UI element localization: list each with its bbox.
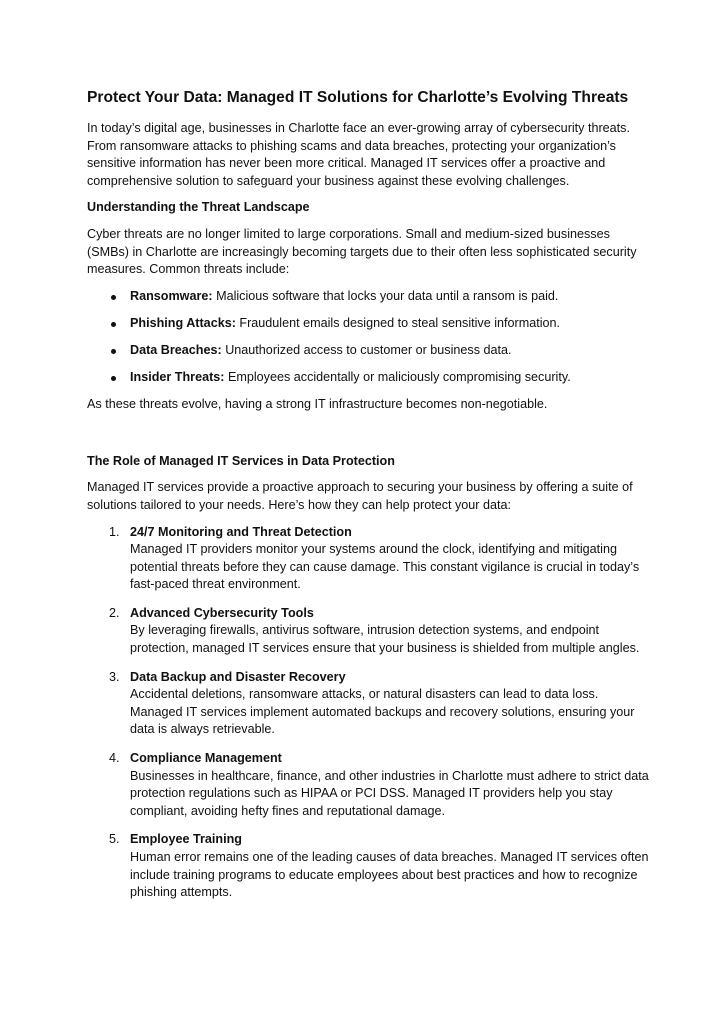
item-number: 3.: [109, 669, 120, 684]
list-item: [87, 831, 650, 901]
item-text: Accidental deletions, ransomware attacks, or natural disasters can lead to data loss. Managed IT services implement automated backups and recovery solutions, ensuring your data is always retrievable.: [130, 687, 635, 737]
item-number: 4.: [109, 751, 120, 766]
list-item: [87, 342, 650, 360]
item-title: Advanced Cybersecurity Tools: [130, 605, 314, 620]
bullet-icon: [111, 349, 116, 354]
list-item: [87, 605, 650, 658]
threat-term: Ransomware:: [130, 288, 213, 303]
bullet-icon: [111, 376, 116, 381]
threat-landscape-paragraph: Cyber threats are no longer limited to large corporations. Small and medium-sized businesses (SMBs) in Charlotte are increasingly becoming targets due to their often less sophisticated security measures. Common threats include:: [87, 226, 637, 277]
intro-paragraph: In today’s digital age, businesses in Charlotte face an ever-growing array of cybersecurity threats. From ransomware attacks to phishing scams and data breaches, protecting your organization’s sensitive information has never been more critical. Managed IT services offer a proactive and comprehensive solution to safeguard your business against these evolving challenges.: [87, 121, 630, 188]
item-title: Employee Training: [130, 832, 242, 847]
item-number: 2.: [109, 605, 120, 620]
page-title: Protect Your Data: Managed IT Solutions for Charlotte’s Evolving Threats: [87, 89, 629, 106]
threat-term: Phishing Attacks:: [130, 315, 236, 330]
threat-desc: Unauthorized access to customer or business data.: [221, 342, 512, 357]
bullet-icon: [111, 295, 116, 300]
threat-desc: Employees accidentally or maliciously compromising security.: [224, 370, 571, 385]
item-number: 5.: [109, 832, 120, 847]
managed-it-paragraph: Managed IT services provide a proactive approach to securing your business by offering a suite of solutions tailored to your needs. Here’s how they can help protect your data:: [87, 480, 633, 512]
list-item: [87, 315, 650, 333]
threat-closing-paragraph: As these threats evolve, having a strong IT infrastructure becomes non-negotiable.: [87, 397, 548, 412]
bullet-icon: [111, 322, 116, 327]
item-title: Data Backup and Disaster Recovery: [130, 669, 346, 684]
list-item: [87, 669, 650, 739]
section-heading-threat-landscape: Understanding the Threat Landscape: [87, 200, 310, 215]
threat-desc: Fraudulent emails designed to steal sensitive information.: [235, 315, 561, 330]
list-item: [87, 524, 650, 594]
threat-term: Data Breaches:: [130, 342, 222, 357]
services-list: [87, 524, 650, 902]
item-text: By leveraging firewalls, antivirus software, intrusion detection systems, and endpoint protection, managed IT services ensure that your business is shielded from multiple angles.: [130, 623, 640, 656]
list-item: [87, 369, 650, 387]
threat-list: [87, 288, 650, 387]
list-item: [87, 750, 650, 820]
section-heading-managed-it-role: The Role of Managed IT Services in Data Protection: [87, 453, 395, 468]
list-item: [87, 288, 650, 306]
threat-desc: Malicious software that locks your data until a ransom is paid.: [212, 288, 559, 303]
item-text: Businesses in healthcare, finance, and other industries in Charlotte must adhere to strict data protection regulations such as HIPAA or PCI DSS. Managed IT providers help you stay compliant, avoiding hefty fines and reputational damage.: [130, 768, 649, 818]
item-text: Managed IT providers monitor your systems around the clock, identifying and mitigating potential threats before they can cause damage. This constant vigilance is crucial in today’s fast-paced threat environment.: [130, 542, 640, 592]
item-title: 24/7 Monitoring and Threat Detection: [130, 524, 352, 539]
threat-term: Insider Threats:: [130, 370, 225, 385]
item-number: 1.: [109, 524, 120, 539]
section-spacer: [87, 423, 650, 453]
item-text: Human error remains one of the leading causes of data breaches. Managed IT services often include training programs to educate employees about best practices and how to recognize phishing attempts.: [130, 850, 649, 900]
item-title: Compliance Management: [130, 751, 282, 766]
